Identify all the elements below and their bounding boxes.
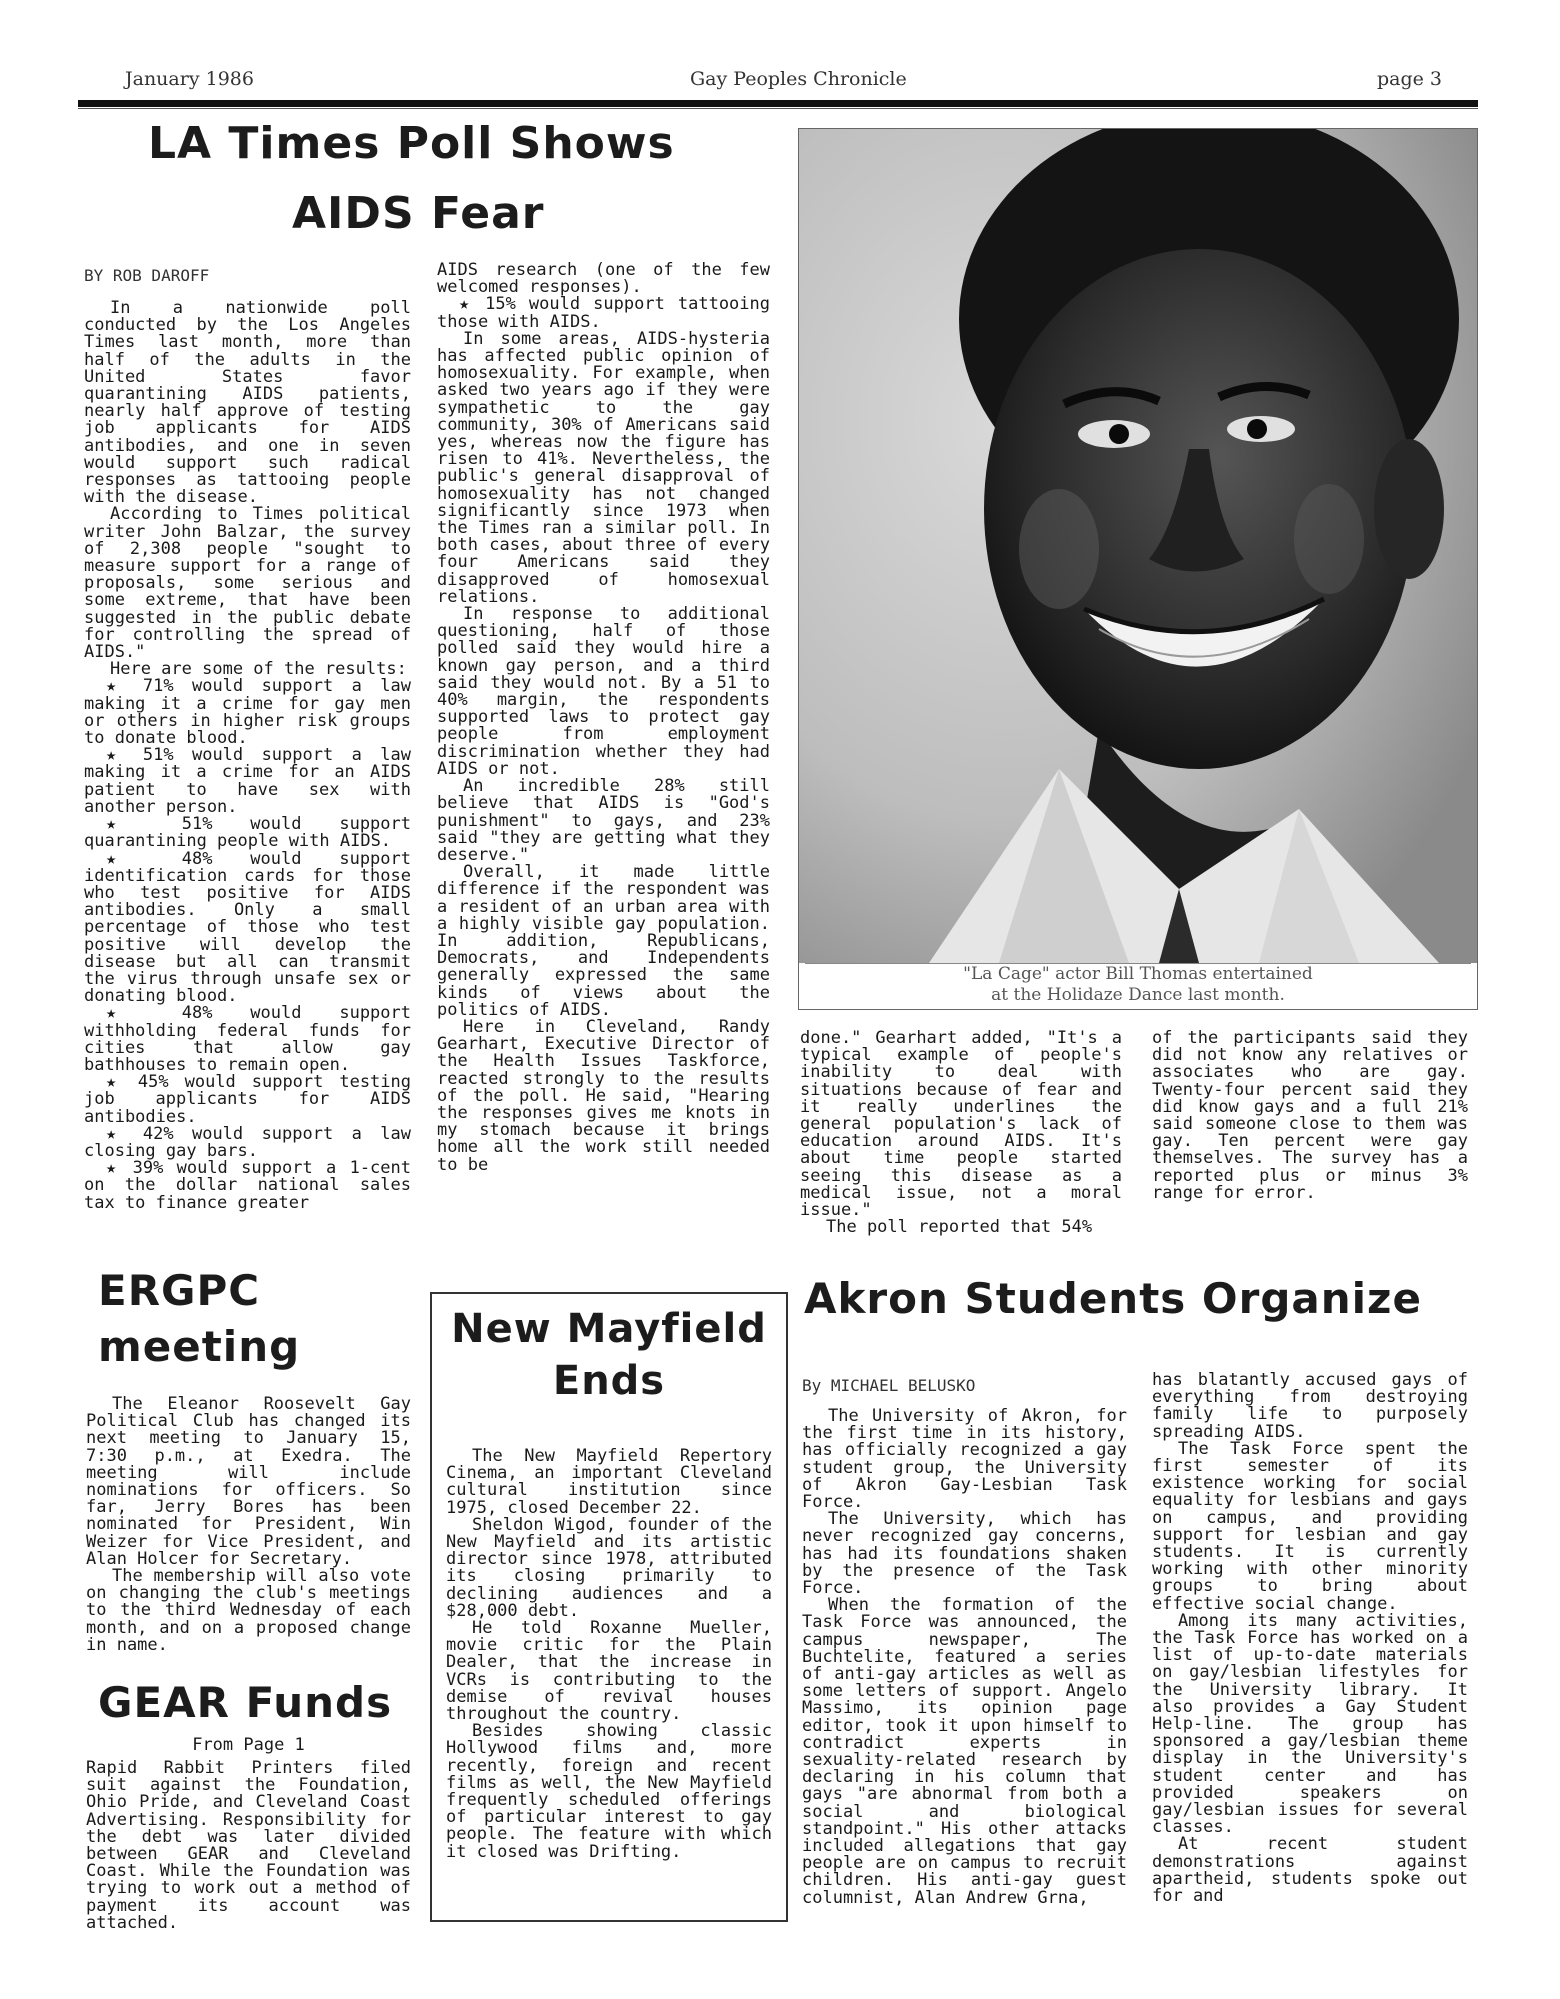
paragraph: When the formation of the Task Force was announced, the campus newspaper, The Buchtelite, featured a series of anti-gay articles as well as some letters of support. Angelo Massimo, its opinion page editor, took it upon himself to contradict experts in sexuality-related research by declaring in his column that gays "are abnormal from both a social and biological standpoint." His other attacks included allegations that gay people are on campus to recruit children. His anti-gay guest columnist, Alan Andrew Grna, [802, 1595, 1127, 1908]
paragraph: He told Roxanne Mueller, movie critic for the Plain Dealer, that the increase in VCRs is contributing to the demise of revival houses throughout the country. [446, 1618, 772, 1725]
paragraph: According to Times political writer John Balzar, the survey of 2,308 people "sought to measure support for a range of proposals, some serious and some extreme, that have been suggested in the public debate for controlling the spread of AIDS." [84, 504, 411, 663]
la-times-column-4 [1152, 1030, 1468, 1230]
la-times-column-2 [437, 262, 770, 1242]
list-item: ★ 48% would support withholding federal funds for cities that allow gay bathhouses to remain open. [84, 1003, 411, 1075]
list-item: ★ 71% would support a law making it a crime for gay men or others in higher risk groups to donate blood. [84, 676, 411, 749]
gear-jump-line-wrap [86, 1737, 411, 1757]
akron-headline: Akron Students Organize [804, 1274, 1422, 1323]
la-times-column-1 [84, 300, 411, 1242]
header-rule-thin [78, 108, 1478, 109]
gear-body [86, 1760, 411, 1952]
paragraph: The Task Force spent the first semester of its existence working for social equality for lesbians and gays on campus, and providing support for lesbian and gay students. It is currently working with other minority groups to bring about effective social change. [1152, 1438, 1468, 1614]
page-number: page 3 [1377, 68, 1443, 90]
gear-jump-line: From Page 1 [192, 1737, 305, 1755]
list-item: ★ 51% would support a law making it a crime for an AIDS patient to have sex with another person. [84, 745, 411, 817]
paragraph: Here in Cleveland, Randy Gearhart, Executive Director of the Health Issues Taskforce, reacted strongly to the results of the poll. He said, "Hearing the responses gives me knots in my stomach because it brings home all the work still needed to be [437, 1016, 770, 1175]
ergpc-body [86, 1396, 411, 1678]
la-times-byline: BY ROB DAROFF [84, 266, 210, 285]
paragraph: The University, which has never recognized gay concerns, has had its foundations shaken by the presence of the Task Force. [802, 1509, 1127, 1599]
la-times-headline-line2: AIDS Fear [292, 188, 545, 239]
list-item: ★ 45% would support testing job applicants for AIDS antibodies. [84, 1072, 411, 1127]
publication-name: Gay Peoples Chronicle [690, 68, 907, 90]
list-item: ★ 42% would support a law closing gay bars. [84, 1123, 411, 1161]
akron-column-1 [802, 1408, 1127, 1948]
paragraph: The membership will also vote on changing the club's meetings to the third Wednesday of each month, and on a proposed change in name. [86, 1566, 411, 1655]
paragraph: Here are some of the results: [110, 659, 407, 680]
gear-headline: GEAR Funds [98, 1678, 393, 1727]
photo-caption [805, 963, 1471, 1006]
mayfield-body [446, 1448, 772, 1908]
paragraph: An incredible 28% still believe that AIDS is "God's punishment" to gays, and 23% said "they are getting what they deserve." [437, 776, 770, 865]
akron-byline: By MICHAEL BELUSKO [802, 1376, 976, 1395]
ergpc-headline-line1: ERGPC [98, 1266, 261, 1315]
paragraph: The poll reported that 54% [826, 1217, 1093, 1238]
paragraph: of the participants said they did not know any relatives or associates who are gay. Twenty-four percent said they did know gays and a full 21% said someone close to them was gay. Ten percent were gay themselves. The survey has a reported plus or minus 3% range for error. [1152, 1030, 1468, 1203]
paragraph: In a nationwide poll conducted by the Los Angeles Times last month, more than half of the adults in the United States favor quarantining AIDS patients, nearly half approve of testing job applicants for AIDS antibodies, and one in seven would support such radical responses as tattooing people with the disease. [84, 300, 411, 508]
header-rule [78, 100, 1478, 107]
paragraph: At recent student demonstrations against apartheid, students spoke out for and [1152, 1834, 1468, 1907]
photo-caption-line2: at the Holidaze Dance last month. [991, 985, 1285, 1005]
la-times-column-3 [800, 1030, 1122, 1240]
paragraph: Rapid Rabbit Printers filed suit against the Foundation, Ohio Pride, and Cleveland Coast Advertising. Responsibility for the debt was later divided between GEAR and Cleveland Coast. While the Foundation was trying to work out a method of payment its account was attached. [86, 1760, 411, 1933]
paragraph: Overall, it made little difference if the respondent was a resident of an urban area with a highly visible gay population. In addition, Republicans, Democrats, and Independents generally expressed the same kinds of views about the politics of AIDS. [437, 862, 770, 1020]
paragraph: In some areas, AIDS-hysteria has affected public opinion of homosexuality. For example, when asked two years ago if they were sympathetic to the gay community, 30% of Americans said yes, whereas now the figure has risen to 41%. Nevertheless, the public's general disapproval of homosexuality has not changed significantly since 1973 when the Times ran a similar poll. In both cases, about three of every four Americans said they disapproved of homosexual relations. [437, 328, 770, 607]
portrait-photo [799, 129, 1477, 963]
paragraph: Among its many activities, the Task Force has worked on a list of up-to-date materials on gay/lesbian lifestyles for the University library. It also provides a Gay Student Help-line. The group has sponsored a gay/lesbian theme display in the University's student center and has provided speakers on gay/lesbian issues for several classes. [1152, 1610, 1468, 1838]
photo-frame [798, 128, 1478, 1010]
paragraph: The New Mayfield Repertory Cinema, an important Cleveland cultural institution since 1975, closed December 22. [446, 1448, 772, 1518]
mayfield-headline-line2: Ends [552, 1358, 666, 1404]
paragraph: The University of Akron, for the first time in its history, has officially recognized a gay student group, the University of Akron Gay-Lesbian Task Force. [802, 1408, 1127, 1513]
paragraph: Besides showing classic Hollywood films and, more recently, foreign and recent films as well, the New Mayfield frequently scheduled offerings of particular interest to gay people. The feature with which it closed was Drifting. [446, 1721, 772, 1862]
photo-caption-line1: "La Cage" actor Bill Thomas entertained [963, 964, 1313, 984]
issue-date: January 1986 [125, 68, 254, 90]
paragraph: AIDS research (one of the few welcomed responses). [437, 262, 770, 298]
mayfield-headline-line1: New Mayfield [451, 1306, 767, 1352]
paragraph: In response to additional questioning, half of those polled said they would hire a known gay person, and a third said they would not. By a 51 to 40% margin, the respondents supported laws to protect gay people from employment discrimination whether they had AIDS or not. [437, 604, 770, 779]
ergpc-headline-line2: meeting [98, 1322, 301, 1371]
la-times-headline-line1: LA Times Poll Shows [148, 118, 675, 169]
list-item: ★ 15% would support tattooing those with AIDS. [437, 294, 770, 332]
akron-column-2 [1152, 1372, 1468, 1927]
paragraph: Sheldon Wigod, founder of the New Mayfield and its artistic director since 1978, attributed its closing primarily to declining audiences and a $28,000 debt. [446, 1514, 772, 1621]
paragraph: done." Gearhart added, "It's a typical example of people's inability to deal with situations because of fear and it really underlines the general population's lack of education around AIDS. It's about time people started seeing this disease as a medical issue, not a moral issue." [800, 1030, 1122, 1221]
paragraph: The Eleanor Roosevelt Gay Political Club has changed its next meeting to January 15, 7:30 p.m., at Exedra. The meeting will include nominations for officers. So far, Jerry Bores has been nominated for President, Win Weizer for Vice President, and Alan Holcer for Secretary. [86, 1396, 411, 1569]
list-item: ★ 48% would support identification cards for those who test positive for AIDS antibodies. Only a small percentage of those who test positive will develop the disease but all can transmit the virus through unsafe sex or donating blood. [84, 848, 411, 1007]
paragraph: has blatantly accused gays of everything from destroying family life to purposely spreading AIDS. [1152, 1372, 1468, 1442]
list-item: ★ 51% would support quarantining people with AIDS. [84, 814, 411, 852]
list-item: ★ 39% would support a 1-cent on the dollar national sales tax to finance greater [84, 1158, 411, 1213]
